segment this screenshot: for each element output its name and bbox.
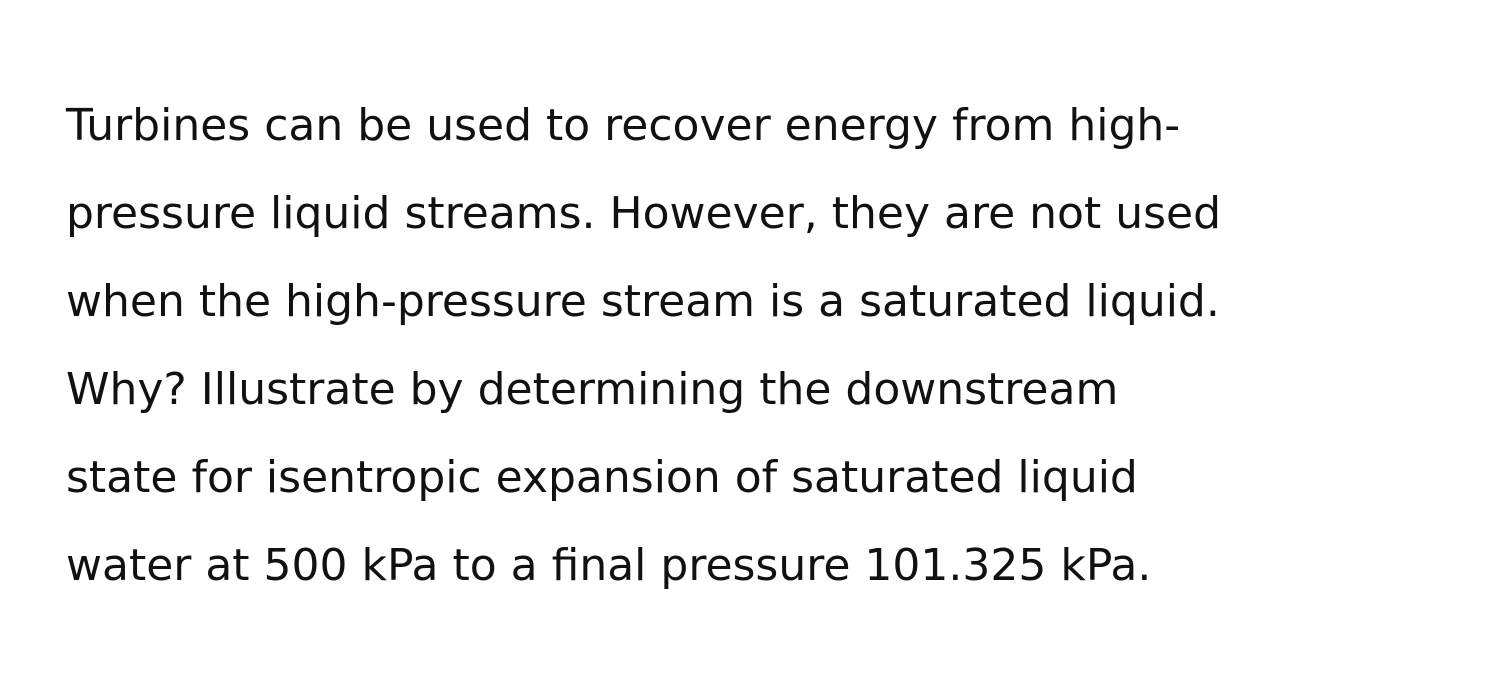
question-line-6: water at 500 kPa to a final pressure 101.325 kPa. xyxy=(66,540,1152,591)
question-line-3: when the high-pressure stream is a saturated liquid. xyxy=(66,276,1220,327)
question-line-1: Turbines can be used to recover energy from high- xyxy=(66,100,1181,151)
question-line-5: state for isentropic expansion of saturated liquid xyxy=(66,452,1138,503)
question-text xyxy=(66,82,1466,610)
question-line-4: Why? Illustrate by determining the downstream xyxy=(66,364,1119,415)
question-line-2: pressure liquid streams. However, they are not used xyxy=(66,188,1221,239)
